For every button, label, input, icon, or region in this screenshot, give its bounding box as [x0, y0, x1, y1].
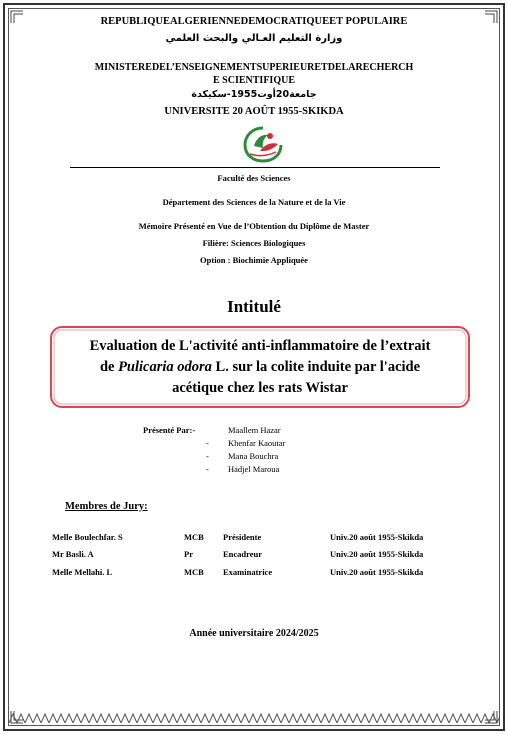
title-line-1: Evaluation de L'activité anti-inflammatoire de l’extrait [89, 338, 431, 354]
presenter-name: - Khenfar Kaoutar [206, 438, 286, 448]
memoire-label: Mémoire Présenté en Vue de l’Obtention du Diplôme de Master [138, 221, 370, 231]
republic-heading: REPUBLIQUEALGERIENNEDEMOCRATIQUEET POPULAIRE [100, 16, 408, 27]
title-line-2: de Pulicaria odora L. sur la colite induite par l'acide [99, 359, 421, 375]
presenter-name: Maallem Hazar [228, 425, 281, 435]
university-logo [240, 124, 286, 164]
department-label: Département des Sciences de la Nature et de la Vie [162, 197, 346, 207]
species-name: Pulicaria odora [118, 359, 212, 375]
jury-row: Melle Boulechfar. S MCB Présidente Univ.20 août 1955-Skikda [52, 532, 424, 542]
filiere-label: Filière: Sciences Biologiques [202, 238, 306, 248]
academic-year: Année universitaire 2024/2025 [189, 628, 319, 639]
decorative-border-pattern [9, 711, 499, 725]
jury-title: Membres de Jury: [65, 501, 148, 512]
thesis-title [52, 336, 468, 399]
presented-by-label: Présenté Par:- [143, 425, 196, 435]
header-divider [70, 167, 440, 168]
ministry-line-1: MINISTEREDEL’ENSEIGNEMENTSUPERIEURETDELARECHERCH [94, 62, 414, 73]
ministry-heading [0, 61, 508, 87]
jury-row: Mr Basli. A Pr Encadreur Univ.20 août 1955-Skikda [52, 549, 424, 559]
presenter-name: - Mana Bouchra [206, 451, 279, 461]
presenter-name: - Hadjel Maroua [206, 464, 280, 474]
option-label: Option : Biochimie Appliquée [200, 255, 308, 265]
faculty-label: Faculté des Sciences [217, 173, 291, 183]
title-line-3: acétique chez les rats Wistar [172, 380, 348, 396]
university-arabic: جامعة20أوت1955-سكيكدة [191, 89, 317, 100]
intitule-heading: Intitulé [227, 297, 281, 316]
thesis-title-box [50, 326, 470, 408]
jury-row: Melle Mellahi. L MCB Examinatrice Univ.20 août 1955-Skikda [52, 567, 424, 577]
ministry-line-2: E SCIENTIFIQUE [213, 75, 295, 86]
university-heading: UNIVERSITE 20 AOÛT 1955-SKIKDA [164, 106, 344, 117]
ministry-arabic: وزارة التعليم العـالي والبحث العلمي [165, 33, 343, 44]
